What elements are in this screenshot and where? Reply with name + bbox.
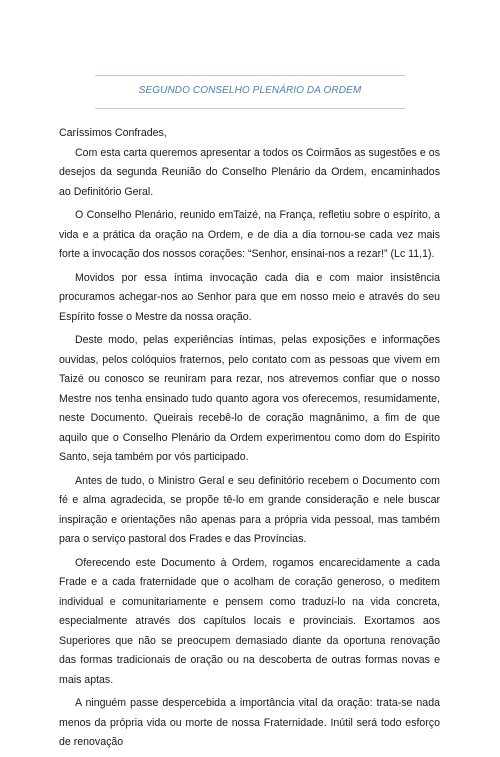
paragraph-5: Antes de tudo, o Ministro Geral e seu definitório recebem o Documento com fé e alma agradecida, se propõe tê-lo em grande consideração e nele buscar inspiração e orientações não apenas para a própria vida pessoal, mas também para o serviço pastoral dos Frades e das Províncias. [59,474,440,545]
document-heading: SEGUNDO CONSELHO PLENÁRIO DA ORDEM [138,85,362,96]
paragraph-2: O Conselho Plenário, reunido emTaizé, na França, refletiu sobre o espírito, a vida e a prática da oração na Ordem, e de dia a dia tornou-se cada vez mais forte a invocação dos nossos corações: “Senhor, ensinai-nos a rezar!” (Lc 11,1). [59,209,440,260]
paragraph-3: Movidos por essa íntima invocação cada dia e com maior insistência procuramos achegar-nos ao Senhor para que em nosso meio e através do seu Espírito fosse o Mestre da nossa oração. [59,271,440,323]
salutation: Caríssimos Confrades, [59,127,167,139]
paragraph-7: A ninguém passe despercebida a importância vital da oração: trata-se nada menos da própria vida ou morte de nossa Fraternidade. Inútil será todo esforço de renovação [59,697,440,748]
paragraph-1: Com esta carta queremos apresentar a todos os Coirmãos as sugestões e os desejos da segunda Reunião do Conselho Plenário da Ordem, encaminhados ao Definitório Geral. [59,146,440,198]
paragraph-4: Deste modo, pelas experiências íntimas, pelas exposições e informações ouvidas, pelos colóquios fraternos, pelo contato com as pessoas que vivem em Taizé ou conosco se reuniram para rezar, nos atrevemos confiar que o nosso Mestre nos tenha ensinado tudo quanto agora vos oferecemos, resumidamente, neste Documento. Queirais recebê-lo de coração magnânimo, a fim de que aquilo que o Conselho Plenário da Ordem experimentou como dom do Espirito Santo, seja também por vós participado. [59,334,440,463]
document-body [59,124,440,757]
paragraph-6: Oferecendo este Documento à Ordem, rogamos encarecidamente a cada Frade e a cada fraternidade que o acolham de coração generoso, o meditem individual e comunitariamente e pensem como traduzi-lo na vida concreta, especialmente através dos capítulos locais e provinciais. Exortamos aos Superiores que não se preocupem demasiado diante da oportuna renovação das formas tradicionais de oração ou na descoberta de outras formas novas e mais aptas. [59,556,440,686]
heading-bottom-rule [95,108,405,109]
heading-top-rule [95,75,405,76]
